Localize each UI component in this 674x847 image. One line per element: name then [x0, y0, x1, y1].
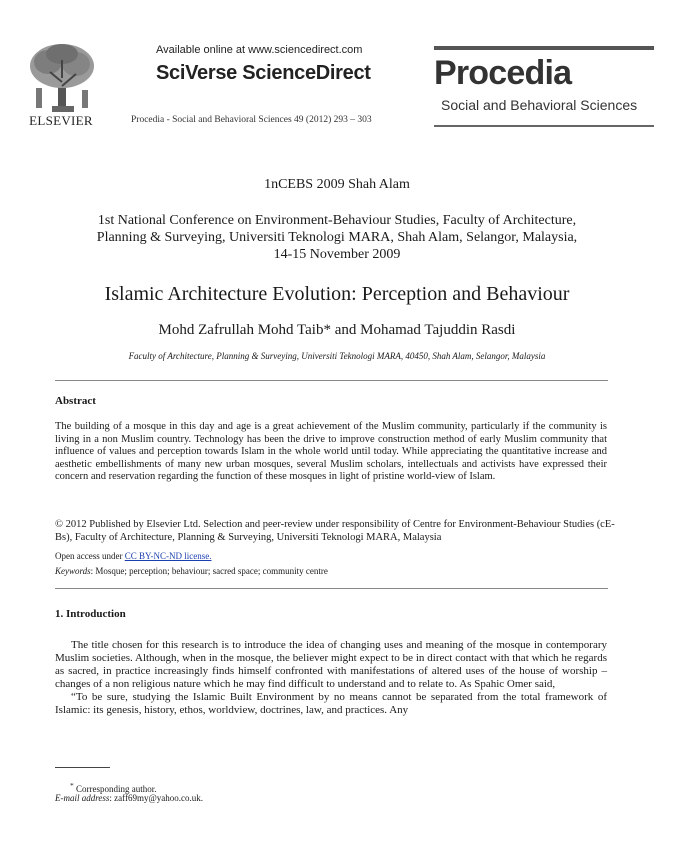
paper-title: Islamic Architecture Evolution: Perception and Behaviour [104, 283, 570, 305]
conference-line-2: Planning & Surveying, Universiti Teknologi MARA, Shah Alam, Selangor, Malaysia, [96, 230, 578, 245]
available-online-text: Available online at www.sciencedirect.com [156, 44, 363, 56]
conference-short-name: 1nCEBS 2009 Shah Alam [264, 177, 410, 192]
conference-line-1: 1st National Conference on Environment-Behaviour Studies, Faculty of Architecture, [97, 213, 577, 228]
para-2-text: “To be sure, studying the Islamic Built Environment by no means cannot be separated from the total framework of Islamic: its genesis, history, ethos, worldview, doctrines, law, and practices. Any [55, 691, 607, 717]
paper-authors: Mohd Zafrullah Mohd Taib* and Mohamad Tajuddin Rasdi [158, 322, 516, 338]
section-heading-introduction: 1. Introduction [55, 608, 126, 620]
corresponding-text: Corresponding author. [73, 784, 157, 794]
abstract-text: The building of a mosque in this day and age is a great achievement of the Muslim community, particularly if the community is living in a non Muslim country. Technology has been the drive to improve construction method of early Muslim community that influence of values and perception towards Islam in the whole world until today. While appreciating the quantitative increase and aesthetic embellishments of many new urban mosques, several Muslim scholars, intellectuals and activists have expressed their concern and reservation regarding the function of these mosques in light of pristine world-view of Islam. [55, 421, 607, 482]
procedia-bottom-rule [434, 125, 654, 127]
procedia-top-rule [434, 46, 654, 50]
copyright-notice: © 2012 Published by Elsevier Ltd. Selection and peer-review under responsibility of Centre for Environment-Behaviour Studies (cE-Bs), Faculty of Architecture, Planning & Surveying, Universiti Teknologi MARA, Malaysia [55, 519, 615, 543]
email-address: : zaff69my@yahoo.co.uk. [109, 793, 204, 803]
procedia-subtitle: Social and Behavioral Sciences [441, 97, 638, 113]
keywords-line [55, 566, 615, 576]
introduction-body [55, 639, 607, 718]
introduction-paragraph-2 [55, 691, 607, 717]
conference-full-name [40, 212, 634, 263]
procedia-logo-text: Procedia [434, 54, 572, 92]
introduction-paragraph-1 [55, 639, 607, 691]
footnote-marker: * [70, 781, 74, 790]
para-1-text: The title chosen for this research is to introduce the idea of changing uses and meaning of the mosque in contemporary Muslim societies. Although, when in the mosque, the believer might expect to be in direct contact with that which he regards as sacred, in practice increasingly finds himself confronted with manifestations of altered uses of the house of worship – changes of a non religious nature which he may find difficult to understand and to relate to. As Spahic Omer said, [55, 639, 607, 691]
abstract-heading: Abstract [55, 395, 96, 407]
keywords-label: Keywords [55, 566, 91, 576]
abstract-bottom-rule [55, 588, 608, 589]
conference-line-3: 14-15 November 2009 [273, 247, 401, 262]
open-access-line [55, 551, 211, 561]
author-affiliation: Faculty of Architecture, Planning & Surveying, Universiti Teknologi MARA, 40450, Shah Alam, Selangor, Malaysia [128, 351, 546, 361]
journal-citation: Procedia - Social and Behavioral Sciences 49 (2012) 293 – 303 [131, 115, 372, 125]
publisher-name: ELSEVIER [29, 113, 93, 128]
abstract-top-rule [55, 380, 608, 381]
open-access-prefix: Open access under [55, 551, 125, 561]
email-note [55, 793, 203, 803]
email-label: E-mail address [55, 793, 110, 803]
keywords-list: : Mosque; perception; behaviour; sacred space; community centre [90, 566, 328, 576]
sciverse-logo-text: SciVerse ScienceDirect [156, 62, 371, 84]
footnote-rule [55, 767, 110, 768]
license-link[interactable]: CC BY-NC-ND license. [124, 551, 212, 561]
